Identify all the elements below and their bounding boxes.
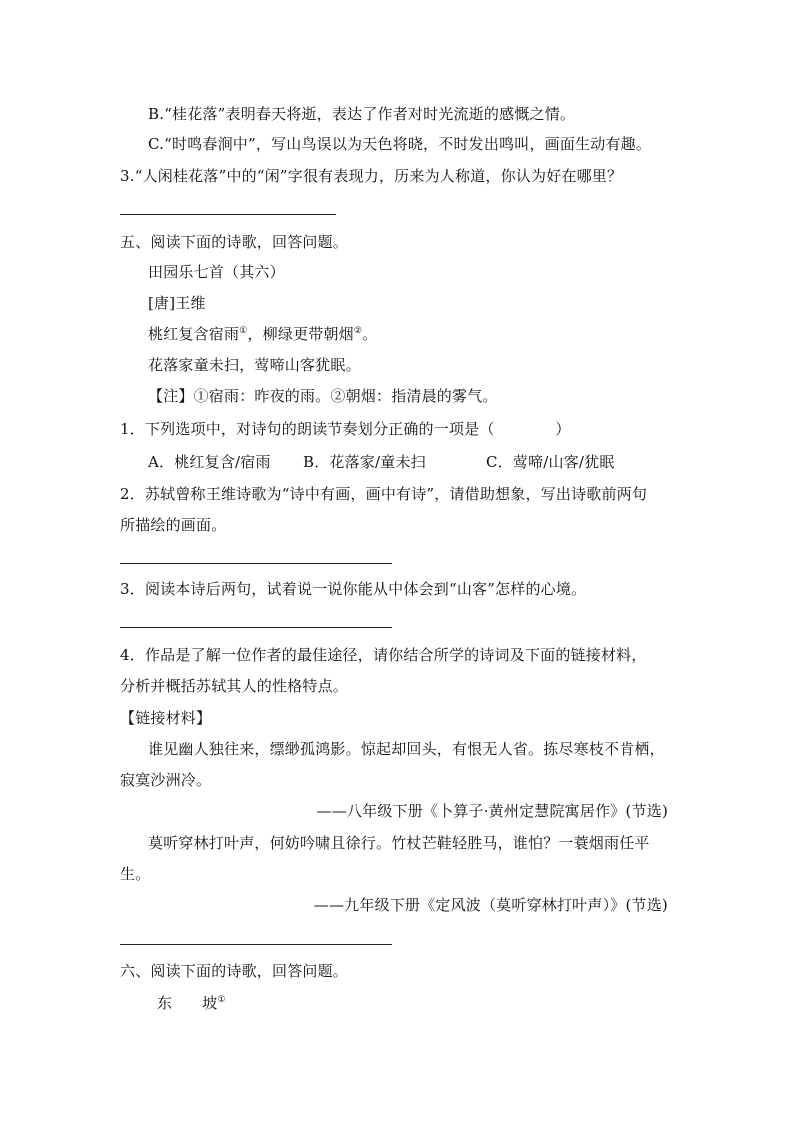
poem-line-1a: 桃红复含宿雨 — [148, 325, 240, 343]
option-c: C.“时鸣春涧中”，写山鸟误以为天色将晓，不时发出鸣叫，画面生动有趣。 — [148, 135, 652, 153]
material-2-line-1: 莫听穿林打叶声，何妨吟啸且徐行。竹杖芒鞋轻胜马，谁怕？一蓑烟雨任平 — [148, 834, 650, 852]
poem-line-1c: 。 — [362, 325, 378, 343]
material-2-source: ——九年级下册《定风波（莫听穿林打叶声）》(节选) — [313, 896, 668, 914]
question-1: 1．下列选项中，对诗句的朗读节奏划分正确的一项是（ ） — [120, 420, 571, 438]
answer-line — [120, 627, 392, 628]
q1-option-b: B．花落家/童未扫 — [303, 453, 426, 471]
link-material-heading: 【链接材料】 — [120, 709, 212, 727]
poem-title-char-1: 东 — [157, 994, 173, 1012]
answer-line — [120, 563, 392, 564]
poem-line-1 — [148, 324, 377, 344]
footnote-mark: ① — [217, 995, 226, 1005]
section6-heading: 六、阅读下面的诗歌，回答问题。 — [120, 962, 349, 980]
poem-line-2: 花落家童未扫，莺啼山客犹眠。 — [148, 356, 361, 374]
question-2-line-2: 所描绘的画面。 — [120, 516, 227, 534]
answer-line — [120, 214, 336, 215]
poem-title: 田园乐七首（其六） — [148, 263, 285, 281]
poem-title-char-2: 坡 — [202, 994, 218, 1012]
question-2-line-1: 2．苏轼曾称王维诗歌为“诗中有画，画中有诗”，请借助想象，写出诗歌前两句 — [120, 485, 648, 503]
footnote-mark-2: ② — [353, 326, 363, 336]
material-1-line-1: 谁见幽人独往来，缥缈孤鸿影。惊起却回头，有恨无人省。拣尽寒枝不肯栖， — [148, 740, 665, 758]
answer-line — [120, 944, 392, 945]
question-3-prev: 3.“人闲桂花落”中的“闲”字很有表现力，历来为人称道，你认为好在哪里？ — [120, 167, 623, 185]
question-4-line-2: 分析并概括苏轼其人的性格特点。 — [120, 677, 349, 695]
q1-option-a: A．桃红复含/宿雨 — [148, 453, 271, 471]
material-2-line-2: 生。 — [120, 865, 151, 883]
section5-heading: 五、阅读下面的诗歌，回答问题。 — [120, 233, 349, 251]
q1-option-c: C．莺啼/山客/犹眠 — [486, 453, 615, 471]
poem-author: [唐]王维 — [148, 294, 206, 312]
footnote-mark-1: ① — [239, 326, 248, 336]
poem-line-1b: ，柳绿更带朝烟 — [247, 325, 354, 343]
question-3: 3．阅读本诗后两句，试着说一说你能从中体会到“山客”怎样的心境。 — [120, 580, 587, 598]
option-b: B.“桂花落”表明春天将逝，表达了作者对时光流逝的感慨之情。 — [148, 105, 576, 123]
material-1-line-2: 寂寞沙洲冷。 — [120, 771, 212, 789]
question-4-line-1: 4．作品是了解一位作者的最佳途径，请你结合所学的诗词及下面的链接材料， — [120, 646, 647, 664]
poem-note: 【注】①宿雨：昨夜的雨。②朝烟：指清晨的雾气。 — [148, 387, 498, 405]
material-1-source: ——八年级下册《卜算子·黄州定慧院寓居作》(节选) — [316, 802, 668, 820]
section6-poem-title — [157, 993, 226, 1013]
